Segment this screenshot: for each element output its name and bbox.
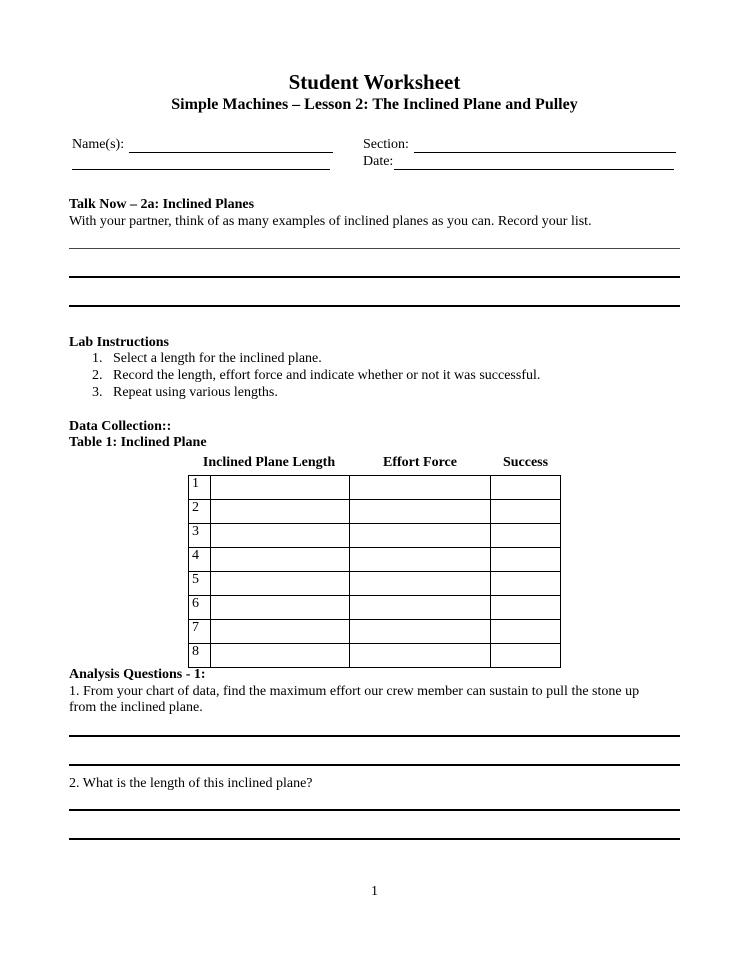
length-cell[interactable] [211,620,350,644]
length-cell[interactable] [211,524,350,548]
effort-force-cell[interactable] [350,476,491,500]
row-number: 8 [189,644,211,668]
effort-force-cell[interactable] [350,644,491,668]
table-row [189,548,561,572]
success-cell[interactable] [491,476,561,500]
row-number: 7 [189,620,211,644]
lab-step: Select a length for the inclined plane. [113,351,322,366]
success-cell[interactable] [491,644,561,668]
name-field-line-2[interactable] [72,169,330,170]
table-header-row [189,451,561,476]
effort-force-cell[interactable] [350,524,491,548]
date-field-line[interactable] [394,169,674,170]
length-cell[interactable] [211,476,350,500]
page-number: 1 [371,884,378,899]
talk-now-answer-line-2[interactable] [69,276,680,278]
lab-instructions-heading: Lab Instructions [69,335,169,350]
talk-now-answer-line-1[interactable] [69,248,680,249]
question-1-text: 1. From your chart of data, find the maximum effort our crew member can sustain to pull the stone up [69,684,640,699]
data-collection-heading: Data Collection:: [69,419,172,434]
section-field-line[interactable] [414,152,676,153]
effort-force-cell[interactable] [350,500,491,524]
lab-step-number: 2. [92,368,103,383]
talk-now-heading: Talk Now – 2a: Inclined Planes [69,197,255,212]
length-cell[interactable] [211,596,350,620]
question-2-text: 2. What is the length of this inclined plane? [69,776,313,791]
column-header-effort-force: Effort Force [383,455,457,470]
question-2-answer-line-2[interactable] [69,838,680,840]
row-number: 6 [189,596,211,620]
name-field-line-1[interactable] [129,152,333,153]
inclined-plane-table [188,451,561,668]
lab-step: Record the length, effort force and indicate whether or not it was successful. [113,368,541,383]
length-cell[interactable] [211,644,350,668]
analysis-heading: Analysis Questions - 1: [69,667,206,682]
talk-now-prompt: With your partner, think of as many examples of inclined planes as you can. Record your list. [69,214,592,229]
column-header-success: Success [502,455,549,470]
row-number: 3 [189,524,211,548]
lab-step-number: 1. [92,351,103,366]
worksheet-subtitle: Simple Machines – Lesson 2: The Inclined Plane and Pulley [171,96,578,113]
row-number: 2 [189,500,211,524]
length-cell[interactable] [211,572,350,596]
effort-force-cell[interactable] [350,572,491,596]
length-cell[interactable] [211,500,350,524]
name-label: Name(s): [72,137,125,152]
table-row [189,596,561,620]
lab-step-number: 3. [92,385,103,400]
lab-step: Repeat using various lengths. [113,385,278,400]
question-1-answer-line-2[interactable] [69,764,680,766]
success-cell[interactable] [491,620,561,644]
length-cell[interactable] [211,548,350,572]
table-row [189,500,561,524]
row-number: 1 [189,476,211,500]
success-cell[interactable] [491,500,561,524]
section-label: Section: [363,137,409,152]
effort-force-cell[interactable] [350,596,491,620]
table-row [189,476,561,500]
success-cell[interactable] [491,524,561,548]
table-row [189,572,561,596]
talk-now-answer-line-3[interactable] [69,305,680,307]
table-row [189,644,561,668]
success-cell[interactable] [491,572,561,596]
table-row [189,620,561,644]
effort-force-cell[interactable] [350,548,491,572]
question-1-answer-line-1[interactable] [69,735,680,737]
question-2-answer-line-1[interactable] [69,809,680,811]
row-number: 4 [189,548,211,572]
success-cell[interactable] [491,596,561,620]
column-header-length: Inclined Plane Length [202,455,336,470]
worksheet-title: Student Worksheet [288,70,461,94]
effort-force-cell[interactable] [350,620,491,644]
date-label: Date: [363,154,394,169]
table-title: Table 1: Inclined Plane [69,435,207,450]
success-cell[interactable] [491,548,561,572]
question-1-text-cont: from the inclined plane. [69,700,203,715]
row-number: 5 [189,572,211,596]
table-row [189,524,561,548]
